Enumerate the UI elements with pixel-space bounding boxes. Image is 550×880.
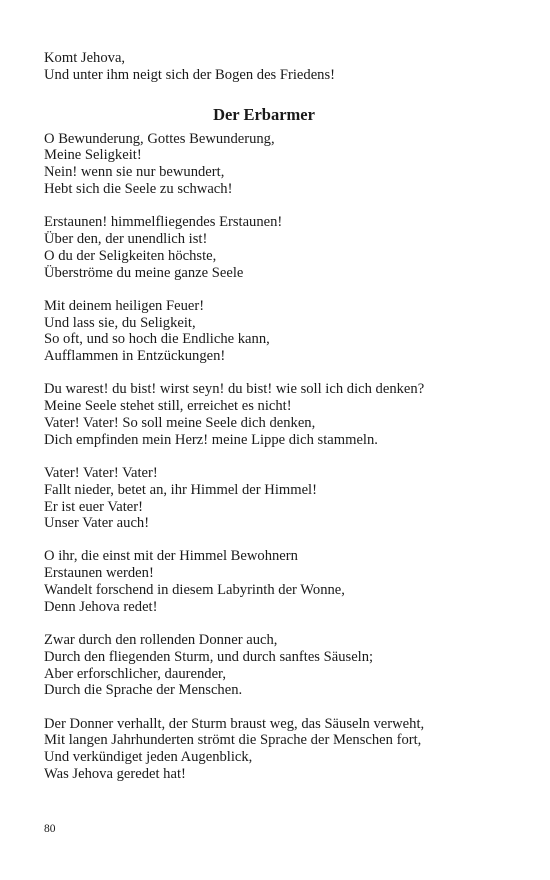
stanza-8: [44, 716, 524, 783]
stanza-6: [44, 548, 524, 615]
verse-line: Mit deinem heiligen Feuer!: [44, 297, 205, 314]
verse-line: Nein! wenn sie nur bewundert,: [44, 164, 225, 181]
stanza-3: [44, 298, 524, 365]
verse-line: Unser Vater auch!: [44, 515, 150, 532]
verse-line: Dich empfinden mein Herz! meine Lippe dich stammeln.: [44, 431, 378, 448]
verse-line: Fallt nieder, betet an, ihr Himmel der Himmel!: [44, 481, 317, 498]
verse-line: Erstaunen! himmelfliegendes Erstaunen!: [44, 214, 283, 231]
stanza-5: [44, 465, 524, 532]
verse-line: Und verkündiget jeden Augenblick,: [44, 749, 253, 766]
stanza-7: [44, 632, 524, 699]
verse-line: Vater! Vater! So soll meine Seele dich denken,: [44, 414, 316, 431]
verse-line: So oft, und so hoch die Endliche kann,: [44, 331, 270, 348]
page-body: [44, 50, 524, 799]
verse-line: Denn Jehova redet!: [44, 598, 158, 615]
stanza-1: [44, 131, 524, 198]
verse-line: Aufflammen in Entzückungen!: [44, 348, 226, 365]
verse-line: Mit langen Jahrhunderten strömt die Sprache der Menschen fort,: [44, 732, 422, 749]
verse-line: Und unter ihm neigt sich der Bogen des Friedens!: [44, 66, 336, 83]
verse-line: Erstaunen werden!: [44, 565, 154, 582]
verse-line: Komt Jehova,: [44, 50, 126, 66]
verse-line: Was Jehova geredet hat!: [44, 766, 186, 783]
verse-line: Wandelt forschend in diesem Labyrinth der Wonne,: [44, 582, 345, 599]
stanza-2: [44, 214, 524, 281]
verse-line: Durch den fliegenden Sturm, und durch sanftes Säuseln;: [44, 648, 374, 665]
verse-line: Der Donner verhallt, der Sturm braust weg, das Säuseln verweht,: [44, 715, 425, 732]
verse-line: Und lass sie, du Seligkeit,: [44, 314, 196, 331]
verse-line: O du der Seligkeiten höchste,: [44, 247, 217, 264]
verse-line: O Bewunderung, Gottes Bewunderung,: [44, 130, 275, 147]
poem-title: Der Erbarmer: [213, 104, 315, 124]
stanza-4: [44, 381, 524, 448]
verse-line: Er ist euer Vater!: [44, 498, 144, 515]
verse-line: Durch die Sprache der Menschen.: [44, 682, 243, 699]
verse-line: Meine Seligkeit!: [44, 147, 142, 164]
verse-line: Zwar durch den rollenden Donner auch,: [44, 632, 278, 649]
verse-line: Über den, der unendlich ist!: [44, 230, 208, 247]
verse-line: Hebt sich die Seele zu schwach!: [44, 180, 233, 197]
verse-line: Meine Seele stehet still, erreichet es nicht!: [44, 398, 292, 415]
verse-line: Überströme du meine ganze Seele: [44, 264, 244, 281]
verse-line: Vater! Vater! Vater!: [44, 464, 158, 481]
verse-line: O ihr, die einst mit der Himmel Bewohnern: [44, 548, 298, 565]
verse-line: Du warest! du bist! wirst seyn! du bist! wie soll ich dich denken?: [44, 381, 425, 398]
page-number: 80: [44, 823, 56, 835]
verse-line: Aber erforschlicher, daurender,: [44, 665, 226, 682]
intro-stanza: [44, 50, 524, 84]
